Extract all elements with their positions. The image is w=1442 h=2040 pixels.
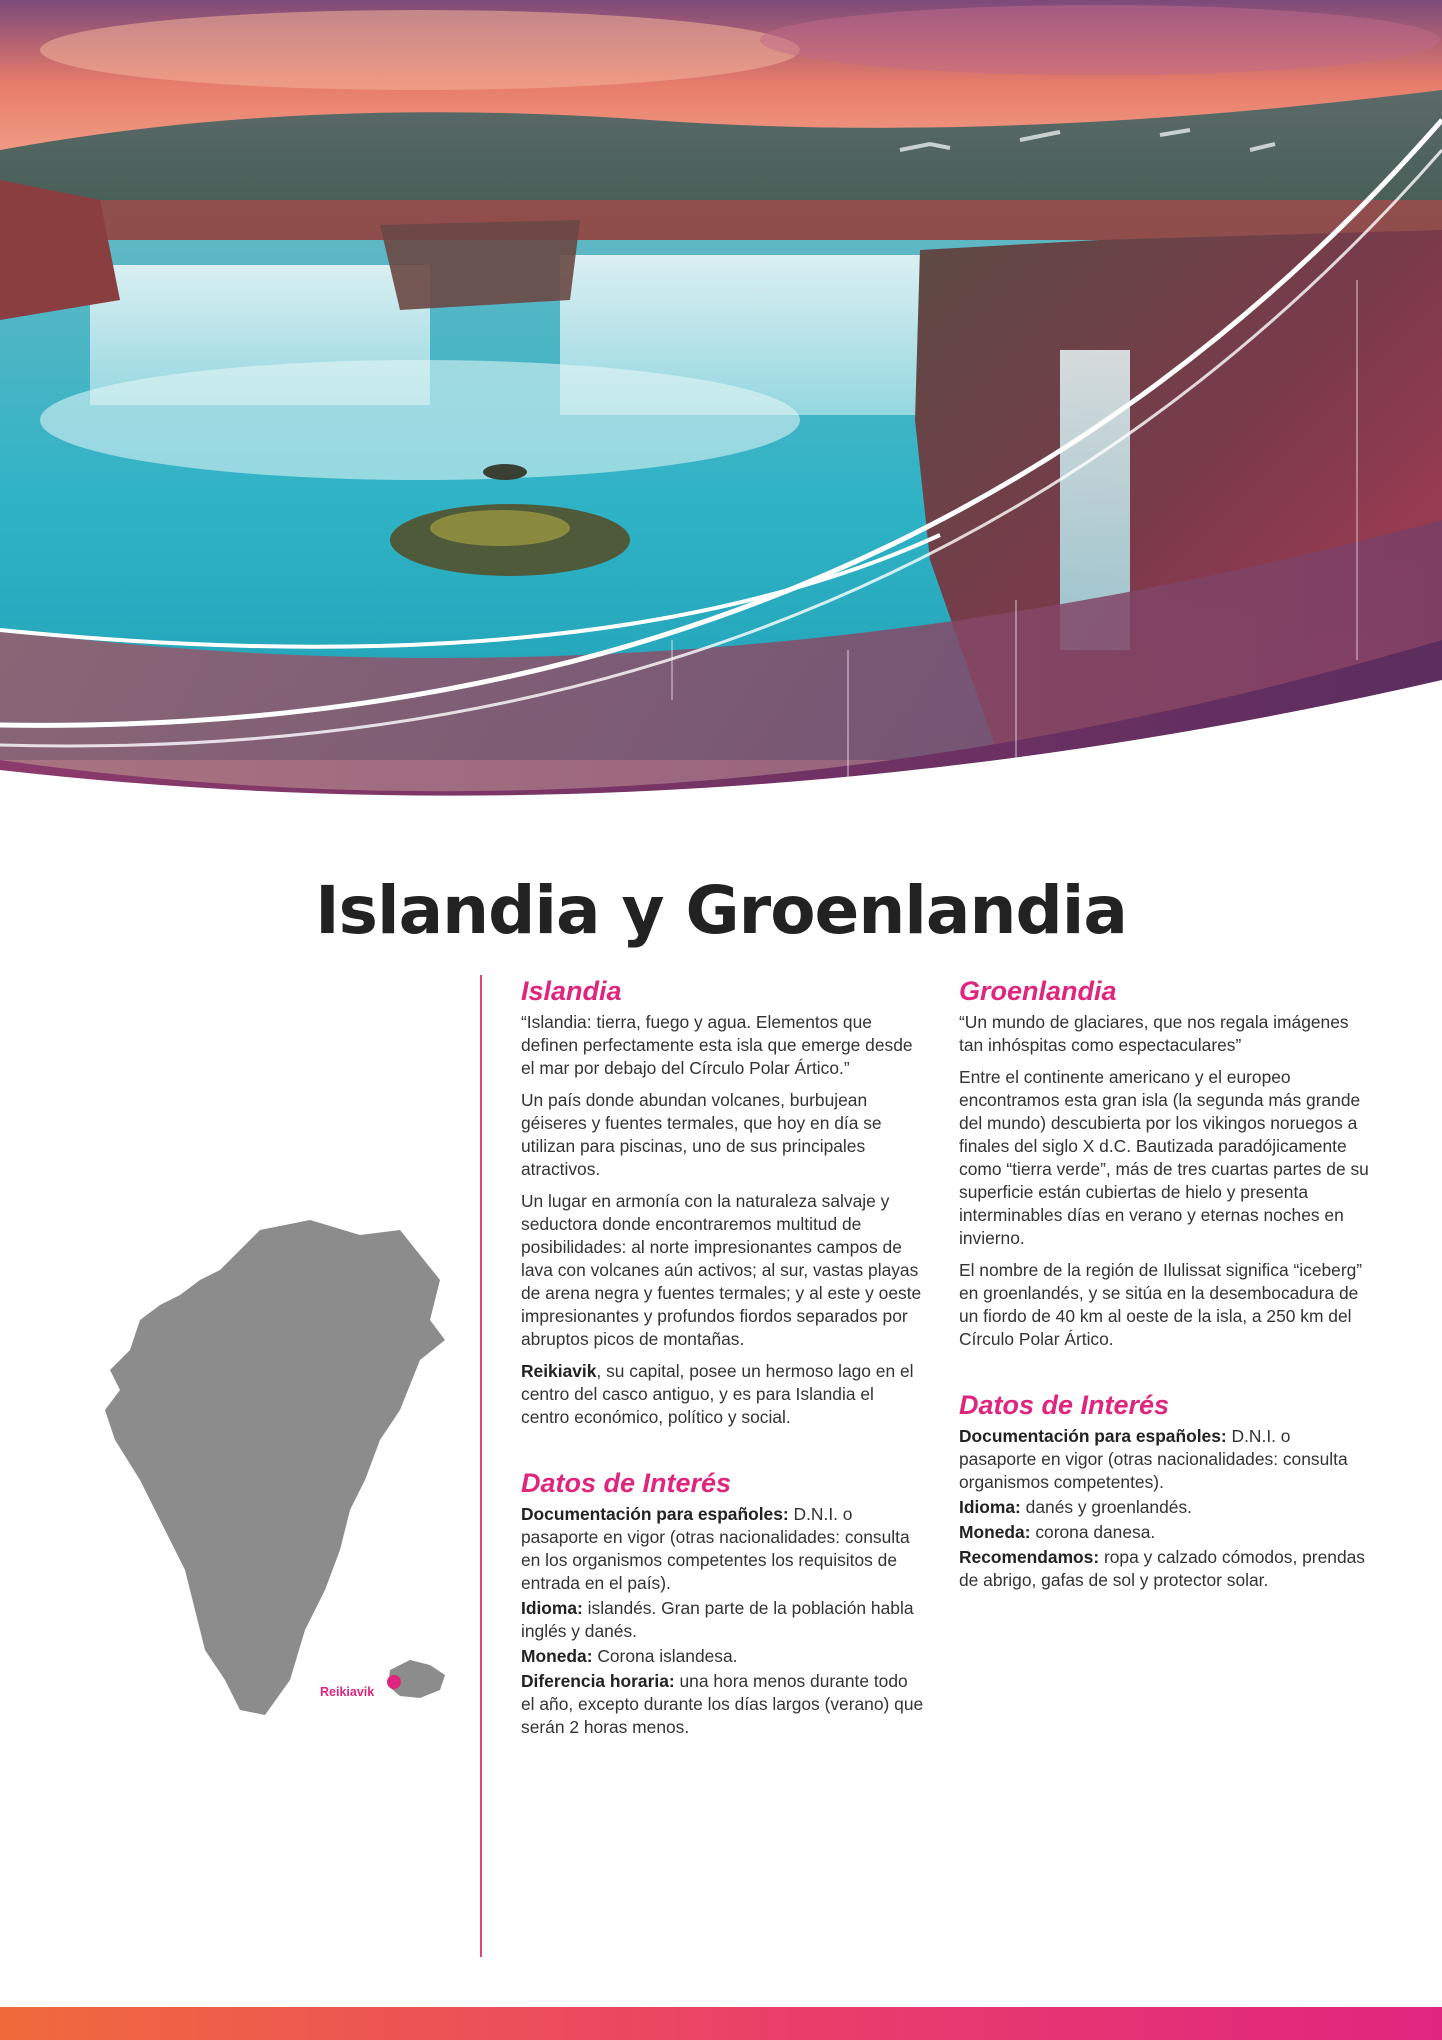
hero-waterfall-image [0,0,1442,840]
groenlandia-moneda: Moneda: corona danesa. [959,1522,1156,1542]
reikiavik-marker [387,1675,401,1689]
islandia-diferencia-horaria: Diferencia horaria: una hora menos durante todo el año, excepto durante los días largos (verano) que serán 2 horas menos. [521,1671,924,1737]
groenlandia-paragraph-2: El nombre de la región de Ilulissat significa “iceberg” en groenlandés, y se sitúa en la desembocadura de un fiordo de 40 km al oeste de la isla, a 250 km del Círculo Polar Ártico. [959,1260,1363,1349]
islandia-paragraph-2: Un lugar en armonía con la naturaleza salvaje y seductora donde encontraremos multitud de posibilidades: al norte impresionantes campos de lava con volcanes aún activos; al sur, vastas playas de arena negra y fuentes termales; y al este y oeste impresionantes y profundos fiordos separados por abruptos picos de montañas. [521,1191,922,1349]
islandia-paragraph-1: Un país donde abundan volcanes, burbujean géiseres y fuentes termales, que hoy en día se utilizan para piscinas, uno de sus principales atractivos. [521,1090,882,1179]
groenlandia-documentacion: Documentación para españoles: D.N.I. o pasaporte en vigor (otras nacionalidades: consulta organismos competentes). [959,1426,1348,1492]
islandia-column [521,975,926,1741]
groenlandia-idioma: Idioma: danés y groenlandés. [959,1497,1192,1517]
islandia-moneda: Moneda: Corona islandesa. [521,1646,738,1666]
reikiavik-bold: Reikiavik [521,1361,597,1381]
bottom-gradient-bar [0,2007,1442,2040]
islandia-heading: Islandia [521,976,622,1006]
greenland-shape [105,1220,445,1715]
reikiavik-label: Reikiavik [320,1685,375,1699]
islandia-quote: “Islandia: tierra, fuego y agua. Elementos que definen perfectamente esta isla que emerge desde el mar por debajo del Círculo Polar Ártico.” [521,1012,913,1078]
islandia-datos-heading: Datos de Interés [521,1468,732,1498]
page-title: Islandia y Groenlandia [315,872,1127,949]
groenlandia-recomendamos: Recomendamos: ropa y calzado cómodos, prendas de abrigo, gafas de sol y protector solar. [959,1547,1365,1590]
groenlandia-datos-heading: Datos de Interés [959,1390,1170,1420]
groenlandia-heading: Groenlandia [959,976,1117,1006]
column-divider [480,975,482,1957]
islandia-documentacion: Documentación para españoles: D.N.I. o pasaporte en vigor (otras nacionalidades: consulta en los organismos competentes los requisitos de entrada en el país). [521,1504,910,1593]
groenlandia-quote: “Un mundo de glaciares, que nos regala imágenes tan inhóspitas como espectaculares” [959,1012,1349,1055]
groenlandia-column [959,975,1369,1594]
greenland-iceland-map [100,1210,460,1730]
islandia-paragraph-3: Reikiavik, su capital, posee un hermoso lago en el centro del casco antiguo, y es para Islandia el centro económico, político y social. [521,1361,914,1427]
groenlandia-paragraph-1: Entre el continente americano y el europeo encontramos esta gran isla (la segunda más grande del mundo) descubierta por los vikingos noruegos a finales del siglo X d.C. Bautizada paradójicamente como “tierra verde”, más de tres cuartas partes de su superficie están cubiertas de hielo y presenta interminables días en verano y eternas noches en invierno. [959,1067,1369,1248]
islandia-idioma: Idioma: islandés. Gran parte de la población habla inglés y danés. [521,1598,914,1641]
